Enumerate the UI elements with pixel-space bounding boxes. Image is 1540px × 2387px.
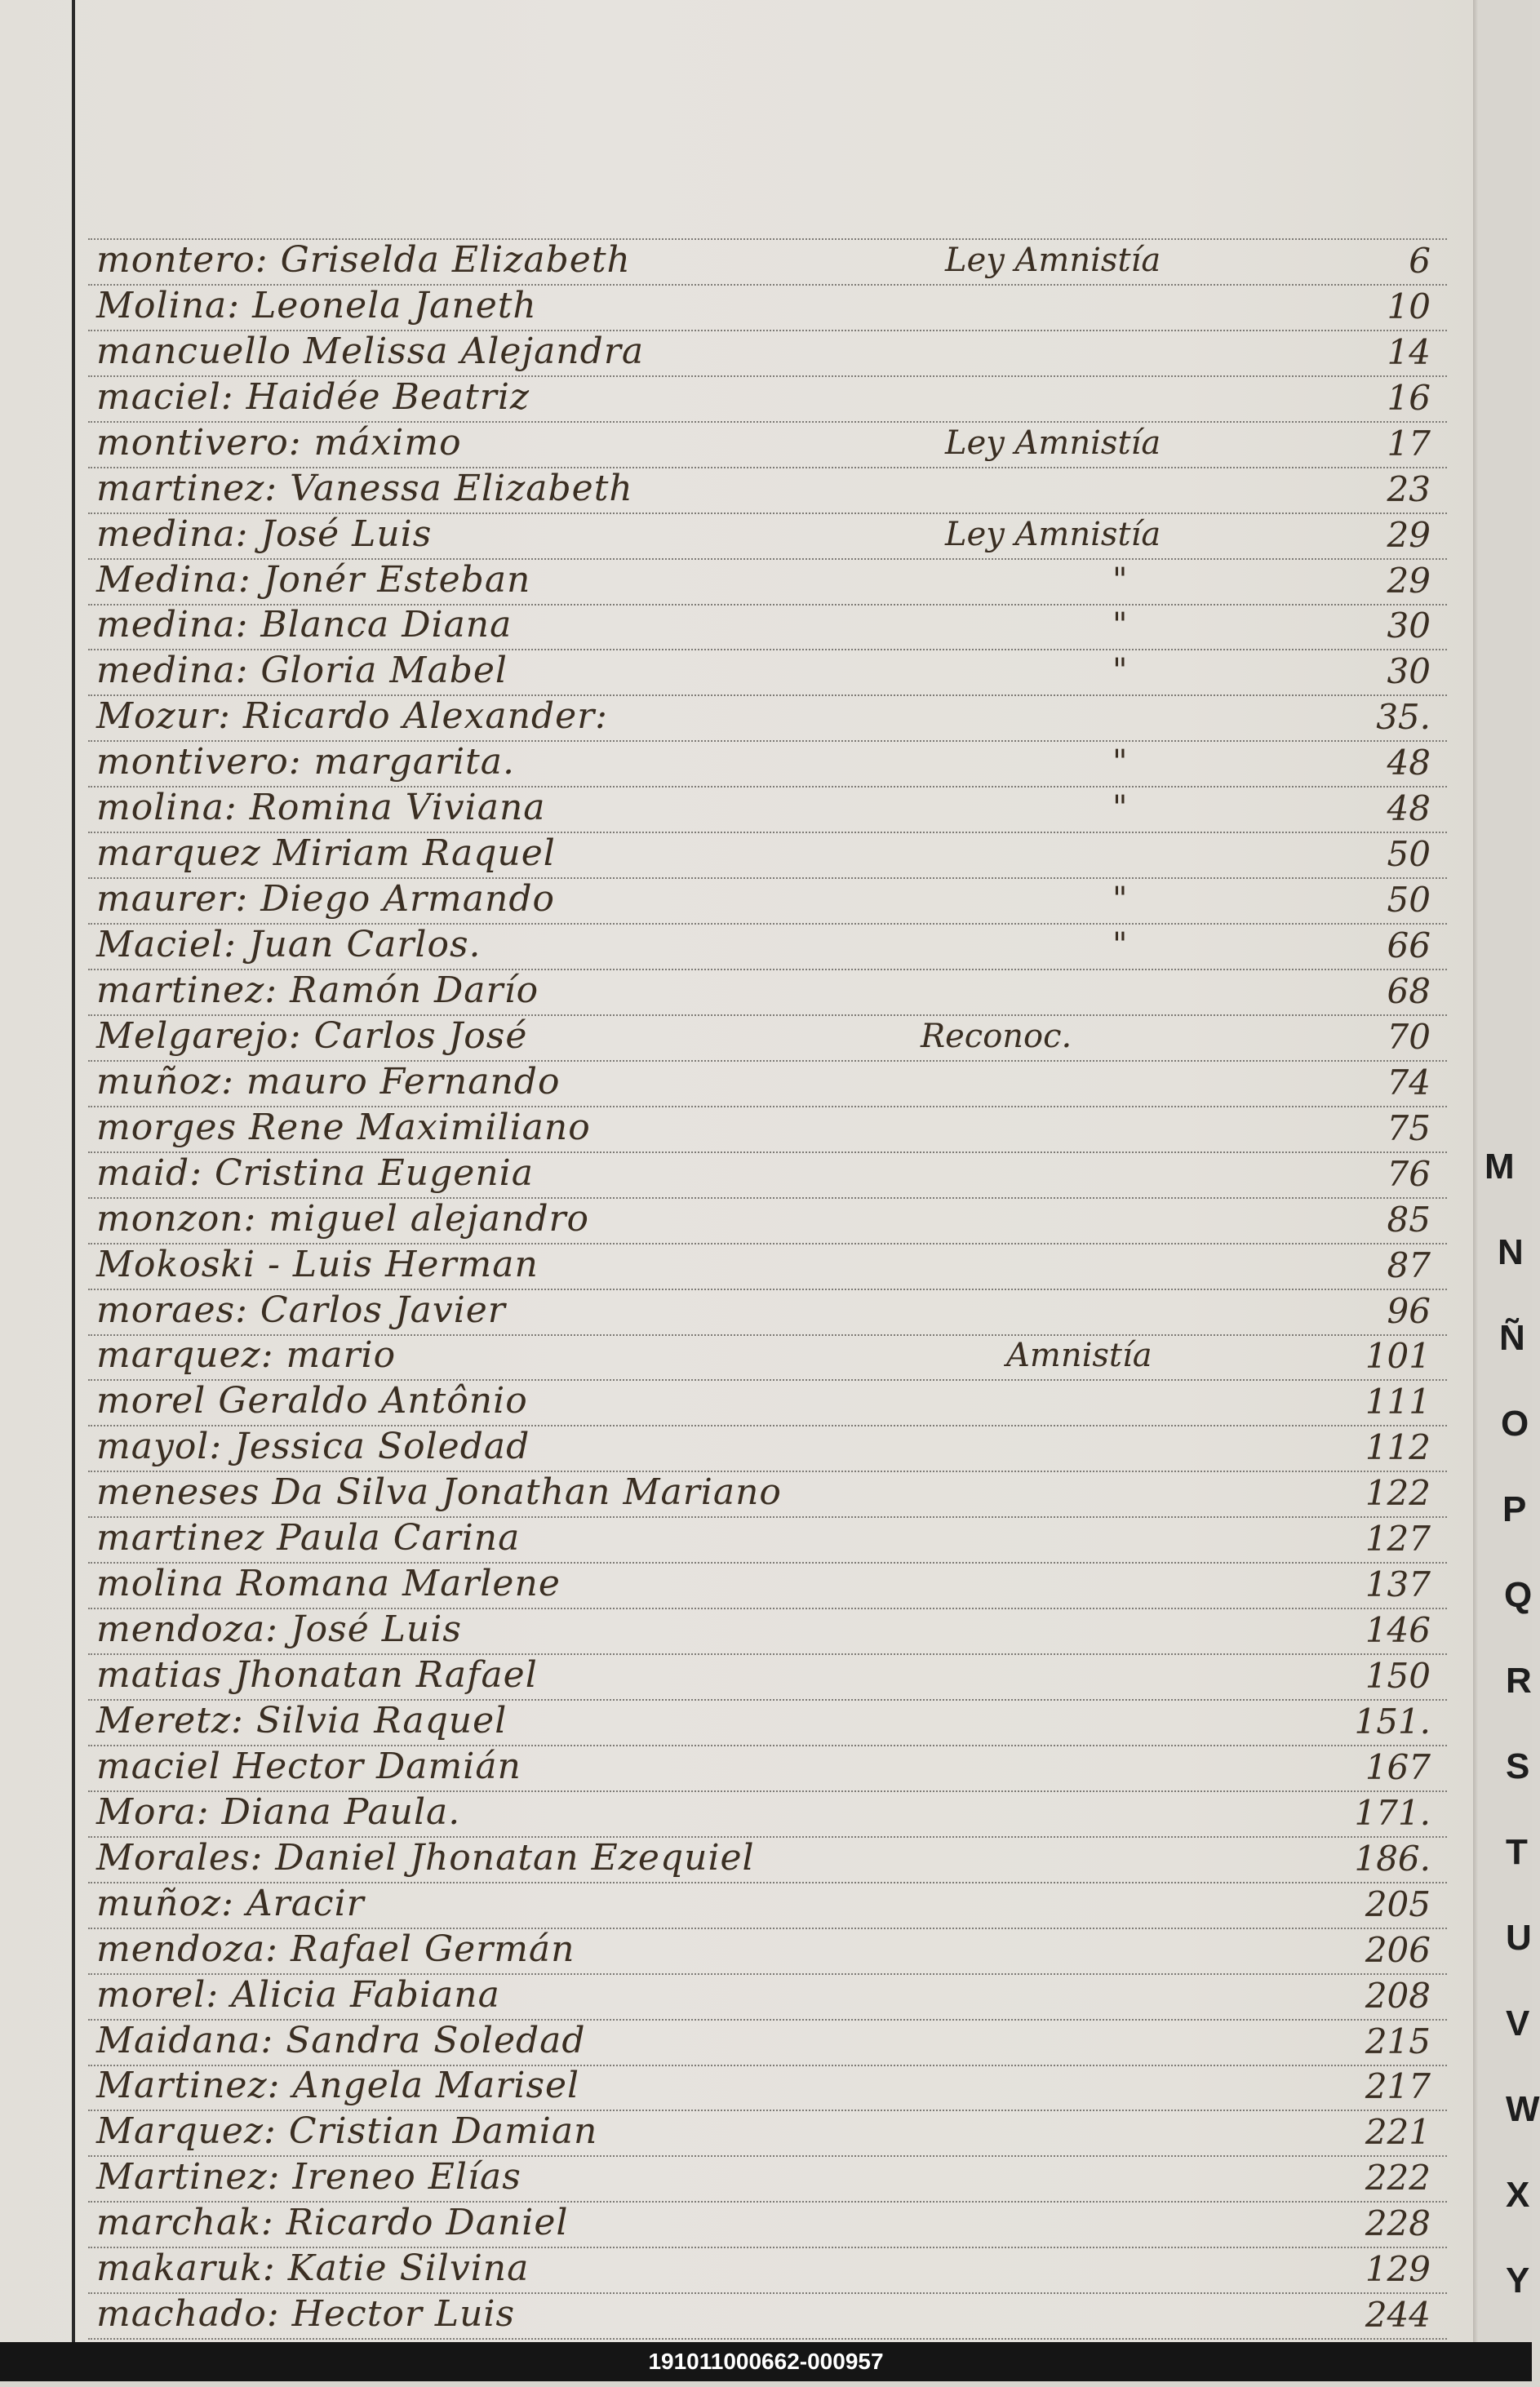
entry-number: 111 [1365,1382,1431,1422]
ledger-row [88,1472,1447,1518]
entry-number: 50 [1387,880,1431,921]
ledger-row [88,1245,1447,1290]
ledger-row [88,1518,1447,1564]
document-id: 191011000662-000957 [648,2349,884,2374]
ledger-row [88,1199,1447,1245]
entry-note: " [1112,561,1128,599]
index-tab-letter[interactable]: V [1506,2003,1530,2043]
index-tab-letter[interactable]: W [1506,2089,1540,2129]
entry-number: 85 [1387,1199,1431,1240]
entry-name: maurer: Diego Armando [96,878,555,921]
ledger-row [88,1426,1447,1472]
entry-note: " [1112,743,1128,782]
entry-number: 127 [1365,1519,1431,1560]
entry-name: Mora: Diana Paula. [96,1790,461,1833]
entry-note: " [1112,926,1128,964]
index-tab-letter[interactable]: M [1485,1147,1515,1187]
entry-number: 70 [1387,1016,1431,1057]
entry-name: maciel Hector Damián [96,1745,521,1787]
ledger-row [88,1929,1447,1975]
ledger-row [88,1381,1447,1426]
index-tab-letter[interactable]: S [1506,1746,1530,1786]
entry-number: 137 [1365,1564,1431,1605]
entry-name: martinez: Ramón Darío [96,969,539,1011]
ledger-row [88,377,1447,423]
entry-number: 112 [1365,1427,1431,1468]
entry-number: 30 [1387,651,1431,692]
entry-note: " [1112,789,1128,827]
index-tab-letter[interactable]: N [1498,1232,1524,1272]
ledger-row [88,468,1447,514]
entry-name: moraes: Carlos Javier [96,1289,506,1331]
ledger-row [88,1838,1447,1883]
entry-number: 50 [1387,834,1431,875]
entry-name: Mozur: Ricardo Alexander: [96,695,608,738]
footer-bar [0,2342,1532,2381]
entry-number: 29 [1387,560,1431,601]
ledger-rows [88,238,1447,2340]
entry-note: Amnistía [1006,1337,1152,1375]
margin-line [72,0,75,2342]
entry-number: 208 [1365,1975,1431,2016]
entry-number: 16 [1387,377,1431,418]
entry-number: 151. [1354,1701,1431,1741]
entry-number: 228 [1365,2203,1431,2244]
index-tab-letter[interactable]: Ñ [1499,1318,1525,1358]
entry-name: Molina: Leonela Janeth [96,284,537,326]
entry-name: molina Romana Marlene [96,1563,561,1605]
ledger-row [88,2111,1447,2157]
index-tab-letter[interactable]: T [1506,1832,1528,1872]
entry-number: 10 [1387,286,1431,326]
entry-number: 87 [1387,1245,1431,1285]
ledger-row [88,1062,1447,1107]
entry-number: 48 [1387,743,1431,783]
index-tab-letter[interactable]: Y [1506,2261,1530,2300]
ledger-row [88,1609,1447,1655]
entry-name: Morales: Daniel Jhonatan Ezequiel [96,1836,755,1879]
entry-number: 14 [1387,331,1431,372]
entry-number: 244 [1365,2295,1431,2336]
entry-name: monzon: miguel alejandro [96,1197,590,1240]
entry-name: Mokoski - Luis Herman [96,1243,539,1285]
entry-number: 146 [1365,1610,1431,1651]
ledger-row [88,833,1447,879]
entry-number: 29 [1387,514,1431,555]
entry-name: montero: Griselda Elizabeth [96,238,631,281]
entry-name: morel Geraldo Antônio [96,1380,528,1422]
entry-number: 96 [1387,1290,1431,1331]
entry-name: machado: Hector Luis [96,2293,516,2336]
entry-name: maid: Cristina Eugenia [96,1151,534,1194]
entry-name: mancuello Melissa Alejandra [96,330,645,372]
entry-name: Marquez: Cristian Damian [96,2110,598,2153]
index-tab-letter[interactable]: P [1502,1489,1527,1529]
ledger-row [88,742,1447,788]
entry-name: mendoza: Rafael Germán [96,1928,575,1970]
ledger-row [88,2066,1447,2112]
entry-number: 206 [1365,1929,1431,1970]
entry-number: 217 [1365,2066,1431,2107]
entry-name: Martinez: Angela Marisel [96,2065,580,2107]
entry-number: 68 [1387,970,1431,1011]
entry-number: 221 [1365,2112,1431,2153]
entry-number: 215 [1365,2021,1431,2061]
ledger-row [88,2248,1447,2294]
ledger-row [88,1107,1447,1153]
ledger-row [88,925,1447,970]
index-tabs [1473,0,1540,2342]
entry-name: Maidana: Sandra Soledad [96,2019,586,2061]
entry-name: mayol: Jessica Soledad [96,1426,530,1468]
ledger-row [88,1336,1447,1382]
index-tab-letter[interactable]: U [1506,1918,1532,1958]
entry-name: molina: Romina Viviana [96,787,546,829]
ledger-row [88,1016,1447,1062]
entry-number: 205 [1365,1883,1431,1924]
entry-name: morel: Alicia Fabiana [96,1973,500,2016]
ledger-row [88,1290,1447,1336]
ledger-row [88,423,1447,468]
entry-name: Martinez: Ireneo Elías [96,2156,521,2198]
entry-number: 66 [1387,925,1431,965]
entry-name: martinez Paula Carina [96,1517,521,1560]
entry-number: 122 [1365,1473,1431,1514]
entry-name: matias Jhonatan Rafael [96,1654,538,1696]
entry-number: 171. [1354,1792,1431,1833]
entry-name: Maciel: Juan Carlos. [96,924,482,965]
ledger-row [88,238,1447,286]
entry-name: medina: Blanca Diana [96,604,513,646]
entry-name: Meretz: Silvia Raquel [96,1699,508,1741]
entry-number: 74 [1387,1062,1431,1103]
entry-number: 6 [1409,240,1431,281]
entry-number: 75 [1387,1107,1431,1148]
entry-number: 222 [1365,2158,1431,2198]
ledger-row [88,1975,1447,2021]
index-tab-letter[interactable]: O [1501,1404,1529,1444]
entry-name: martinez: Vanessa Elizabeth [96,467,633,509]
entry-number: 30 [1387,606,1431,646]
entry-note: " [1112,606,1128,645]
ledger-row [88,1153,1447,1199]
ledger-row [88,606,1447,651]
entry-number: 48 [1387,788,1431,829]
entry-number: 23 [1387,468,1431,509]
entry-number: 35. [1376,697,1431,738]
index-tab-letter[interactable]: Q [1504,1575,1533,1615]
ledger-row [88,788,1447,833]
entry-name: Medina: Jonér Esteban [96,558,531,601]
entry-note: " [1112,652,1128,690]
entry-number: 101 [1365,1336,1431,1377]
ledger-row [88,1746,1447,1792]
entry-name: muñoz: Aracir [96,1882,365,1924]
ledger-row [88,696,1447,742]
ledger-row [88,1792,1447,1838]
entry-name: marchak: Ricardo Daniel [96,2202,569,2244]
entry-name: morges Rene Maximiliano [96,1106,591,1148]
index-tab-letter[interactable]: X [1506,2175,1530,2215]
entry-note: Reconoc. [921,1017,1072,1055]
entry-note: Ley Amnistía [945,515,1161,553]
ledger-row [88,331,1447,377]
entry-name: medina: Gloria Mabel [96,650,508,692]
entry-name: montivero: máximo [96,421,462,464]
entry-number: 150 [1365,1656,1431,1696]
entry-number: 167 [1365,1746,1431,1787]
entry-name: maciel: Haidée Beatriz [96,375,530,418]
ledger-row [88,650,1447,696]
ledger-row [88,2203,1447,2248]
entry-name: medina: José Luis [96,512,433,555]
entry-number: 17 [1387,423,1431,464]
ledger-row [88,286,1447,331]
entry-name: marquez Miriam Raquel [96,832,556,875]
ledger-row [88,2294,1447,2340]
entry-note: Ley Amnistía [945,241,1161,279]
index-tab-letter[interactable]: R [1506,1661,1532,1701]
entry-name: marquez: mario [96,1334,397,1377]
entry-number: 129 [1365,2249,1431,2290]
entry-name: Melgarejo: Carlos José [96,1014,528,1057]
entry-name: mendoza: José Luis [96,1608,462,1651]
entry-note: " [1112,881,1128,919]
entry-number: 186. [1354,1838,1431,1879]
ledger-row [88,2021,1447,2066]
entry-name: montivero: margarita. [96,741,515,783]
ledger-row [88,514,1447,560]
entry-name: meneses Da Silva Jonathan Mariano [96,1471,782,1514]
ledger-row [88,2157,1447,2203]
ledger-row [88,1883,1447,1929]
entry-name: makaruk: Katie Silvina [96,2247,530,2290]
ledger-row [88,1564,1447,1609]
ledger-row [88,879,1447,925]
ledger-row [88,1701,1447,1746]
ledger-row [88,1655,1447,1701]
entry-name: muñoz: mauro Fernando [96,1060,561,1103]
ledger-row [88,970,1447,1016]
entry-number: 76 [1387,1153,1431,1194]
entry-note: Ley Amnistía [945,424,1161,462]
ledger-row [88,560,1447,606]
